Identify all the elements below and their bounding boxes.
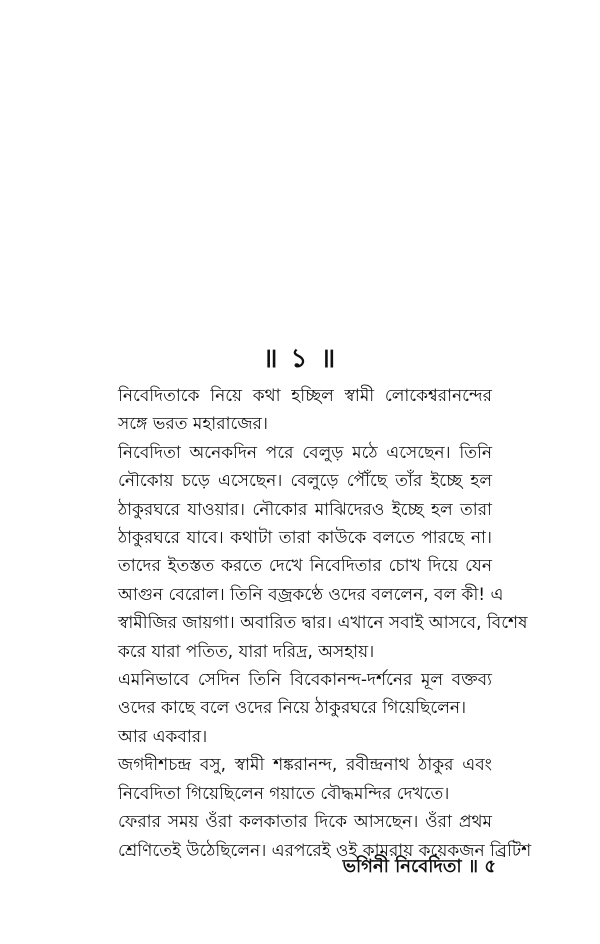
text-line: ঠাকুরঘরে যাওয়ার। নৌকোর মাঝিদেরও ইচ্ছে হল তারা (118, 499, 492, 520)
body-text (118, 382, 532, 865)
text-line: নিবেদিতাকে নিয়ে কথা হচ্ছিল স্বামী লোকেশ্বরানন্দের (118, 386, 492, 406)
text-line: সঙ্গে ভরত মহারাজের। (118, 414, 268, 435)
text-line: আর একবার। (118, 726, 208, 747)
running-footer: ভগিনী নিবেদিতা ॥ ৫ (342, 856, 496, 877)
text-line: স্বামীজির জায়গা। অবারিত দ্বার। এখানে সবাই আসবে, বিশেষ (118, 613, 528, 634)
text-line: এমনিভাবে সেদিন তিনি বিবেকানন্দ-দর্শনের মূল বক্তব্য (118, 670, 492, 691)
text-line: ঠাকুরঘরে যাবে। কথাটা তারা কাউকে বলতে পারছে না। (118, 528, 492, 549)
text-line: জগদীশচন্দ্র বসু, স্বামী শঙ্করানন্দ, রবীন্দ্রনাথ ঠাকুর এবং (118, 755, 492, 776)
text-line: ওদের কাছে বলে ওদের নিয়ে ঠাকুরঘরে গিয়েছিলেন। (118, 698, 467, 719)
text-line: নিবেদিতা গিয়েছিলেন গয়াতে বৌদ্ধমন্দির দেখতে। (118, 783, 450, 804)
text-line: করে যারা পতিত, যারা দরিদ্র, অসহায়। (118, 641, 375, 662)
chapter-number: ॥ ১ ॥ (262, 344, 338, 374)
text-line: নিবেদিতা অনেকদিন পরে বেলুড় মঠে এসেছেন। তিনি (118, 442, 492, 463)
text-line: নৌকোয় চড়ে এসেছেন। বেলুড়ে পৌঁছে তাঁর ইচ্ছে হল (118, 471, 492, 492)
text-line: শ্রেণিতেই উঠেছিলেন। এরপরেই ওই কামরায় কয়েকজন ব্রিটিশ (118, 840, 532, 861)
text-line: ফেরার সময় ওঁরা কলকাতার দিকে আসছেন। ওঁরা প্রথম (118, 812, 492, 833)
text-line: আগুন বেরোল। তিনি বজ্রকণ্ঠে ওদের বললেন, বল কী! এ (118, 584, 504, 605)
text-line: তাদের ইতস্তত করতে দেখে নিবেদিতার চোখ দিয়ে যেন (118, 556, 492, 577)
